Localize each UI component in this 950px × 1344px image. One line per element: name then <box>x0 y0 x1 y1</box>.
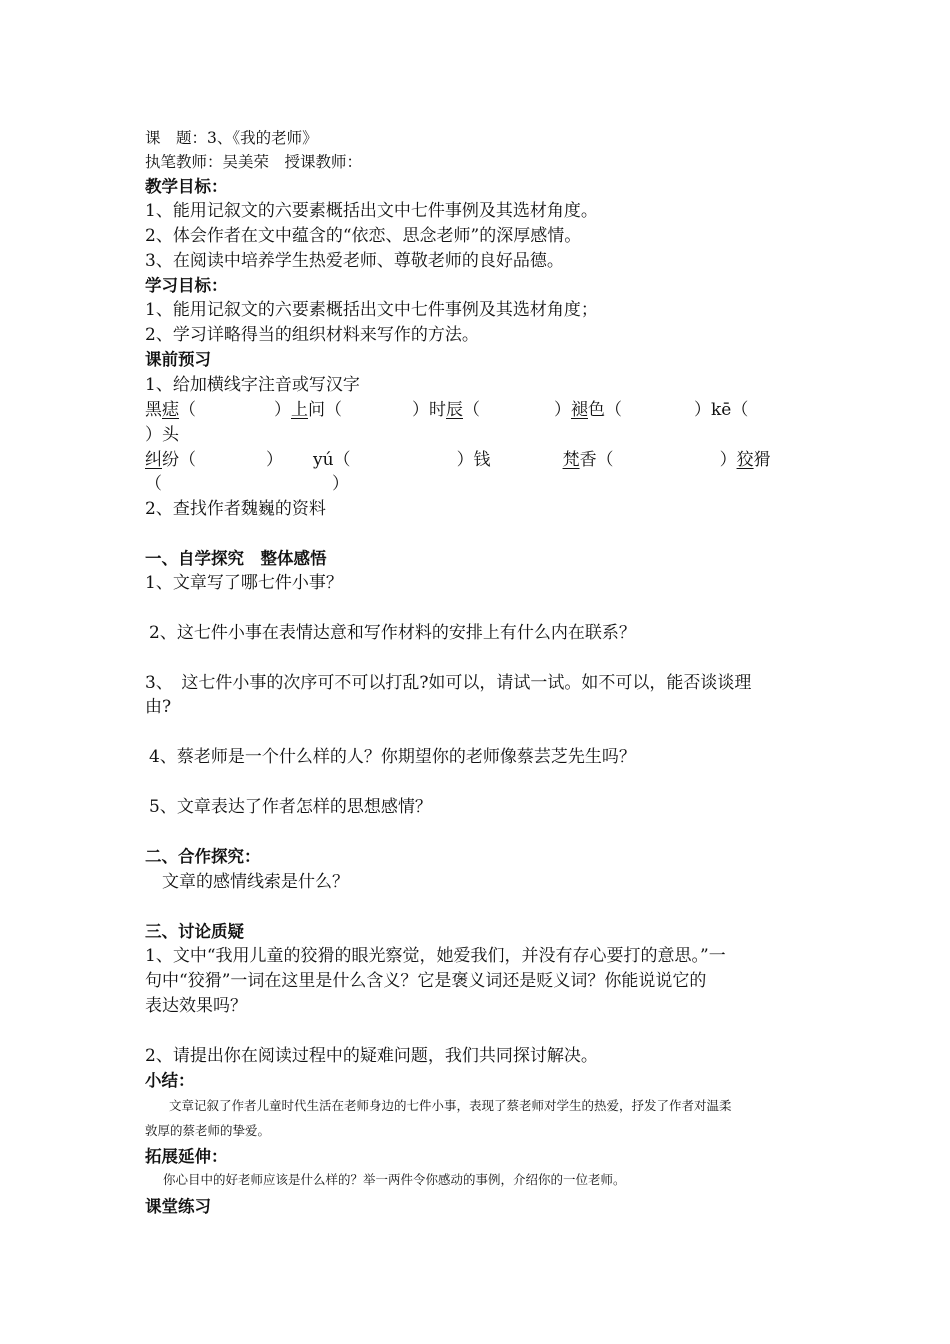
word-text: 色（ <box>588 400 622 420</box>
teaching-goals-heading: 教学目标： <box>145 177 228 196</box>
word-text: ） <box>266 450 283 470</box>
summary-text-cont: 敦厚的蔡老师的挚爱。 <box>145 1123 271 1138</box>
underlined-char: 上 <box>291 400 308 420</box>
word-text: （ <box>463 400 480 420</box>
word-text: 纷（ <box>162 450 196 470</box>
underlined-char: 褪 <box>571 400 588 420</box>
extension-text: 你心目中的好老师应该是什么样的？举一两件令你感动的事例，介绍你的一位老师。 <box>163 1172 626 1187</box>
teaching-goal-item: 2、体会作者在文中蕴含的“依恋、思念老师”的深厚感情。 <box>145 226 582 246</box>
practice-heading: 课堂练习 <box>145 1197 211 1216</box>
preview-heading: 课前预习 <box>145 350 211 369</box>
word-text: ）时 <box>412 400 446 420</box>
pinyin-row-1-wrap: ）头 <box>145 425 179 445</box>
section-3-question: 1、文中“我用儿童的狡猾的眼光察觉，她爱我们，并没有存心要打的意思。”一 <box>145 946 726 966</box>
section-1-question: 5、文章表达了作者怎样的思想感情？ <box>149 797 432 817</box>
underlined-blank-char: 梵 <box>562 450 580 470</box>
teacher-info: 执笔教师：吴美荣 授课教师： <box>145 153 363 171</box>
section-2-question: 文章的感情线索是什么？ <box>162 872 349 892</box>
section-1-question: 4、蔡老师是一个什么样的人？你期望你的老师像蔡芸芝先生吗？ <box>149 747 636 767</box>
learning-goal-item: 1、能用记叙文的六要素概括出文中七件事例及其选材角度； <box>145 300 598 320</box>
extension-heading: 拓展延伸： <box>145 1147 228 1166</box>
word-text: 香（ <box>579 450 614 470</box>
word-text: 猾 <box>753 450 771 470</box>
word-text: ） <box>554 400 571 420</box>
preview-task-1: 1、给加横线字注音或写汉字 <box>145 375 360 395</box>
learning-goals-heading: 学习目标： <box>145 276 228 295</box>
preview-task-2: 2、查找作者魏巍的资料 <box>145 499 326 519</box>
pinyin-row-2 <box>145 448 810 472</box>
word-text: ）钱 <box>456 450 491 470</box>
section-1-question: 2、这七件小事在表情达意和写作材料的安排上有什么内在联系？ <box>149 623 636 643</box>
lesson-title: 课 题：3、《我的老师》 <box>145 129 318 147</box>
word-text: ）kē（ <box>694 400 749 420</box>
section-1-question: 1、文章写了哪七件小事？ <box>145 573 343 593</box>
summary-heading: 小结： <box>145 1071 195 1090</box>
word-text: ） <box>719 450 737 470</box>
underlined-char: 辰 <box>446 400 463 420</box>
section-3-heading: 三、讨论质疑 <box>145 922 244 941</box>
section-1-heading: 一、自学探究 整体感悟 <box>145 549 327 568</box>
underlined-char: 痣 <box>162 400 179 420</box>
pinyin-row-1 <box>145 398 810 422</box>
section-3-question-cont: 表达效果吗？ <box>145 996 247 1016</box>
section-1-question: 3、 这七件小事的次序可不可以打乱?如可以，请试一试。如不可以，能否谈谈理 <box>145 673 752 693</box>
word-text: 黑 <box>145 400 162 420</box>
word-text: ） <box>274 400 291 420</box>
word-text: yú（ <box>313 450 351 470</box>
pinyin-row-2-wrap: （ ） <box>145 474 349 494</box>
underlined-char: 狡 <box>736 450 754 470</box>
section-3-question-cont: 句中“狡猾”一词在这里是什么含义？它是褒义词还是贬义词？你能说说它的 <box>145 971 707 991</box>
teaching-goal-item: 3、在阅读中培养学生热爱老师、尊敬老师的良好品德。 <box>145 251 564 271</box>
underlined-char: 纠 <box>145 450 162 470</box>
word-text: （ <box>179 400 196 420</box>
summary-text: 文章记叙了作者儿童时代生活在老师身边的七件小事，表现了蔡老师对学生的热爱，抒发了作者对温柔 <box>169 1098 732 1113</box>
section-2-heading: 二、合作探究： <box>145 847 261 866</box>
word-text: 问（ <box>308 400 342 420</box>
teaching-goal-item: 1、能用记叙文的六要素概括出文中七件事例及其选材角度。 <box>145 201 598 221</box>
section-1-question-cont: 由? <box>145 697 172 717</box>
learning-goal-item: 2、学习详略得当的组织材料来写作的方法。 <box>145 325 479 345</box>
section-3-question: 2、请提出你在阅读过程中的疑难问题，我们共同探讨解决。 <box>145 1046 598 1066</box>
